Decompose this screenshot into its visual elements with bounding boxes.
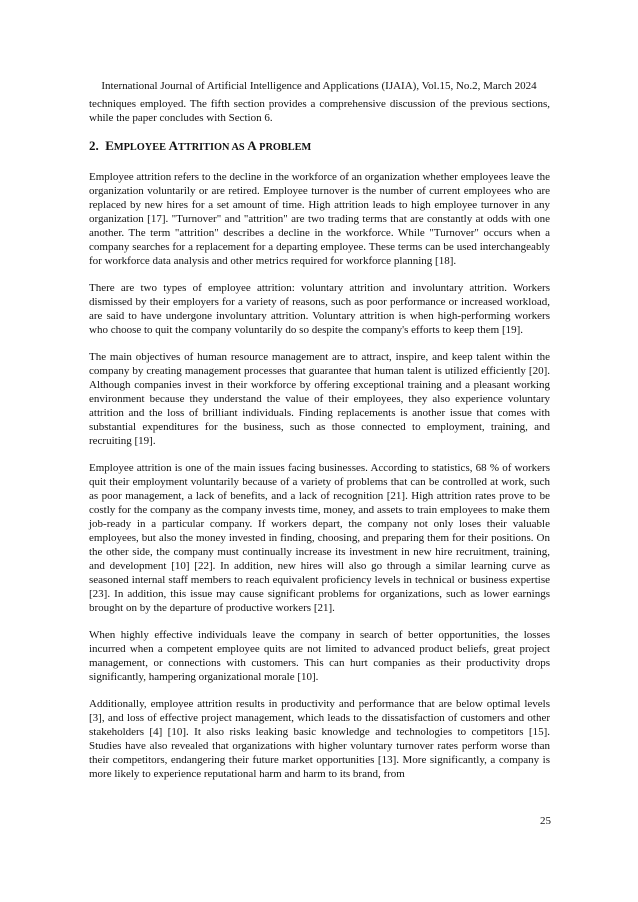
body-paragraph: There are two types of employee attrition: voluntary attrition and involuntary attrition. Workers dismissed by their employers for a variety of reasons, such as poor performance or increased workload, are said to have undergone involuntary attrition. Voluntary attrition is when high-performing workers who choose to quit the company voluntarily do so despite the company's efforts to keep them [19]. [89, 282, 550, 336]
section-heading [89, 138, 550, 156]
body-paragraph: The main objectives of human resource management are to attract, inspire, and keep talent within the company by creating management processes that guarantee that human talent is utilized efficiently [20]. Although companies invest in their workforce by offering exceptional training and a pleasant working environment because they understand the value of their employees, they also experience voluntary attrition and the loss of brilliant individuals. Finding replacements is another issue that comes with substantial expenditures for the business, such as those connected to employment, training, and recruiting [19]. [89, 351, 550, 447]
intro-paragraph: techniques employed. The fifth section provides a comprehensive discussion of the previous sections, while the paper concludes with Section 6. [89, 98, 550, 124]
body-paragraph: Additionally, employee attrition results in productivity and performance that are below optimal levels [3], and loss of effective project management, which leads to the dissatisfaction of customers and other stakeholders [4] [10]. It also risks leaking basic knowledge and technologies to competitors [15]. Studies have also revealed that organizations with higher voluntary turnover rates perform worse than their competitors, endangering their future market opportunities [13]. More significantly, a company is more likely to experience reputational harm and harm to its brand, from [89, 698, 550, 780]
section-number: 2. [89, 138, 99, 153]
body-paragraph: When highly effective individuals leave the company in search of better opportunities, the losses incurred when a competent employee quits are not limited to advanced product beliefs, great project management, or connections with customers. This can hurt companies as their productivity drops significantly, hampering organizational morale [10]. [89, 629, 550, 683]
body-content [89, 97, 550, 794]
running-header: International Journal of Artificial Intelligence and Applications (IJAIA), Vol.15, No.2, March 2024 [101, 80, 537, 92]
body-paragraph: Employee attrition is one of the main issues facing businesses. According to statistics, 68 % of workers quit their employment voluntarily because of a variety of problems that can be controlled at work, such as poor management, a lack of benefits, and a lack of recognition [21]. High attrition rates prove to be costly for the company as the company invests time, money, and assets to train employees to make them job-ready in a particular company. If workers depart, the company not only loses their valuable employees, but also the money invested in finding, choosing, and preparing them for their positions. On the other side, the company must continually increase its investment in new hire recruitment, training, and development [10] [22]. In addition, new hires will also go through a similar learning curve as seasoned internal staff members to reach equivalent proficiency levels in technical or business expertise [23]. In addition, this issue may cause significant problems for organizations, such as lower earnings brought on by the departure of productive workers [21]. [89, 462, 550, 614]
page-number: 25 [540, 815, 551, 827]
section-title: EMPLOYEE ATTRITION AS A PROBLEM [105, 138, 312, 153]
body-paragraph: Employee attrition refers to the decline in the workforce of an organization whether employees leave the organization voluntarily or are retired. Employee turnover is the number of current employees who are replaced by new hires for a set amount of time. High attrition leads to high employee turnover in any organization [17]. "Turnover" and "attrition" are two trading terms that are constantly at odds with one another. The term "attrition" describes a decline in the workforce. While "Turnover" occurs when a company searches for a replacement for a departing employee. These terms can be used interchangeably for workforce data analysis and other metrics required for workforce planning [18]. [89, 171, 550, 267]
